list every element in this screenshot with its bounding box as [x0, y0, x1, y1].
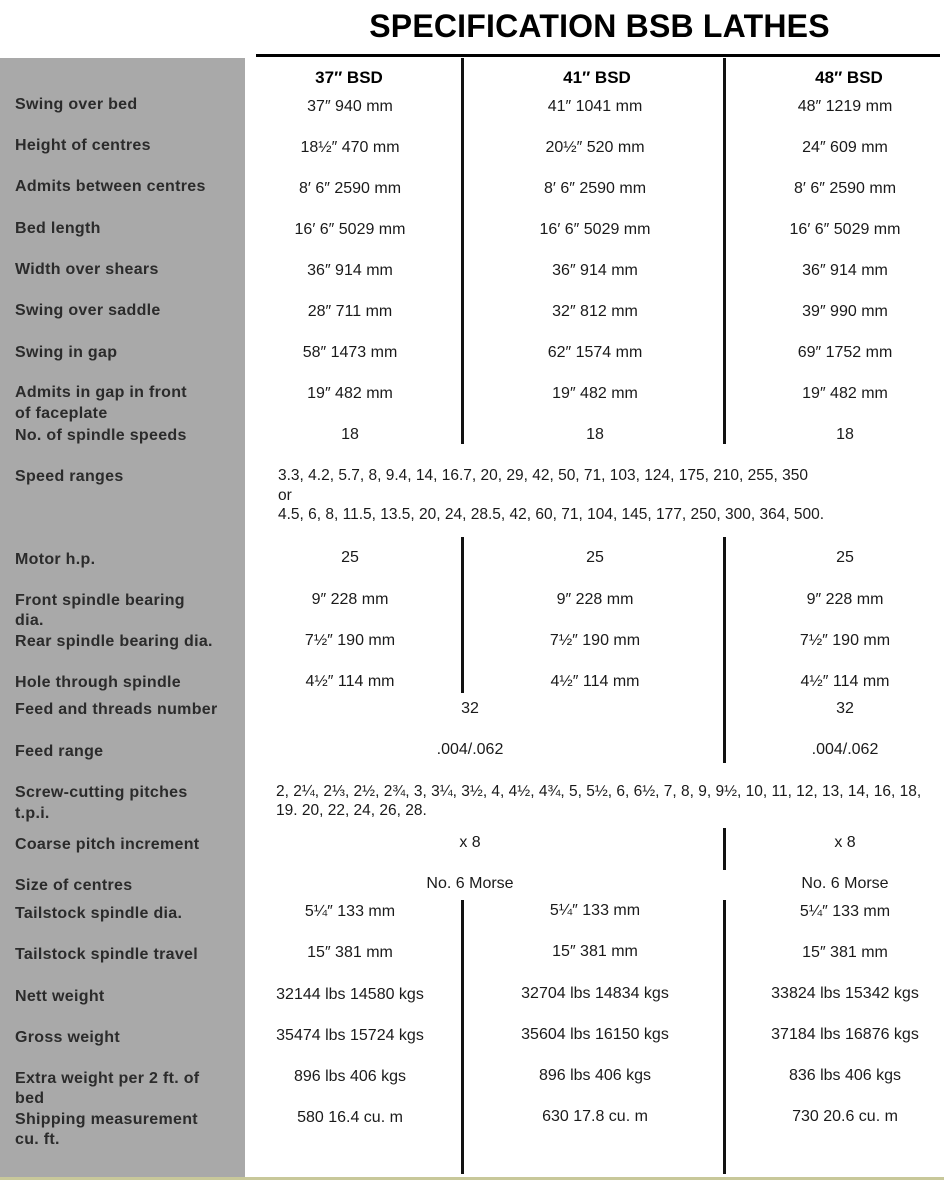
value-gross-weight-48: 37184 lbs 16876 kgs: [771, 1026, 919, 1043]
value-width-over-shears-41: 36″ 914 mm: [552, 262, 638, 279]
value-shipping-48: 730 20.6 cu. m: [792, 1108, 898, 1125]
label-tailstock-dia: Tailstock spindle dia.: [15, 905, 183, 922]
label-hole-through-spindle: Hole through spindle: [15, 674, 181, 691]
value-hole-through-spindle-37: 4½″ 114 mm: [305, 673, 395, 690]
value-nett-weight-37: 32144 lbs 14580 kgs: [276, 986, 424, 1003]
value-swing-in-gap-41: 62″ 1574 mm: [547, 344, 643, 361]
value-swing-over-bed-41: 41″ 1041 mm: [547, 98, 643, 115]
label-admits-in-gap: Admits in gap in front: [15, 384, 187, 401]
value-width-over-shears-37: 36″ 914 mm: [307, 262, 393, 279]
value-tailstock-travel-48: 15″ 381 mm: [802, 944, 888, 961]
column-divider: [723, 58, 726, 444]
value-size-of-centres-37-41: No. 6 Morse: [426, 875, 514, 892]
label-height-of-centres: Height of centres: [15, 137, 151, 154]
value-front-bearing-37: 9″ 228 mm: [311, 591, 389, 608]
label-swing-in-gap: Swing in gap: [15, 344, 118, 361]
value-feed-threads-number-37-41: 32: [461, 700, 479, 717]
value-speed-ranges-2: 4.5, 6, 8, 11.5, 13.5, 20, 24, 28.5, 42, 60, 71, 104, 145, 177, 250, 300, 364, 500.: [278, 506, 825, 523]
value-swing-over-bed-37: 37″ 940 mm: [307, 98, 393, 115]
value-tailstock-travel-37: 15″ 381 mm: [307, 944, 393, 961]
value-front-bearing-41: 9″ 228 mm: [556, 591, 634, 608]
value-shipping-37: 580 16.4 cu. m: [297, 1109, 403, 1126]
label-coarse-pitch: Coarse pitch increment: [15, 836, 200, 853]
value-tailstock-dia-37: 5¼″ 133 mm: [304, 903, 396, 920]
value-height-of-centres-41: 20½″ 520 mm: [545, 139, 645, 156]
value-coarse-pitch-37-41: x 8: [459, 834, 481, 851]
column-header-41: 41″ BSD: [563, 68, 631, 87]
label-rear-bearing: Rear spindle bearing dia.: [15, 633, 213, 650]
label-admits-in-gap-cont: of faceplate: [15, 405, 108, 422]
label-shipping-cont: cu. ft.: [15, 1131, 60, 1148]
value-nett-weight-48: 33824 lbs 15342 kgs: [771, 985, 919, 1002]
value-height-of-centres-48: 24″ 609 mm: [802, 139, 888, 156]
label-size-of-centres: Size of centres: [15, 877, 133, 894]
value-gross-weight-41: 35604 lbs 16150 kgs: [521, 1026, 669, 1043]
value-screw-cutting-1: 2, 2¼, 2⅓, 2½, 2¾, 3, 3¼, 3½, 4, 4½, 4¾, 5, 5½, 6, 6½, 7, 8, 9, 9½, 10, 11, 12, 13, 14, 16, 18,: [276, 783, 922, 800]
label-speed-ranges: Speed ranges: [15, 468, 124, 485]
value-motor-hp-48: 25: [836, 549, 854, 566]
label-front-bearing-cont: dia.: [15, 612, 44, 629]
label-admits-between-centres: Admits between centres: [15, 178, 206, 195]
label-feed-range: Feed range: [15, 743, 104, 760]
value-rear-bearing-37: 7½″ 190 mm: [304, 632, 396, 649]
label-tailstock-travel: Tailstock spindle travel: [15, 946, 198, 963]
value-swing-over-saddle-48: 39″ 990 mm: [802, 303, 888, 320]
value-admits-in-gap-41: 19″ 482 mm: [552, 385, 638, 402]
value-extra-weight-48: 836 lbs 406 kgs: [788, 1067, 902, 1084]
column-divider: [723, 828, 726, 870]
value-rear-bearing-41: 7½″ 190 mm: [549, 632, 641, 649]
value-coarse-pitch-48: x 8: [834, 834, 856, 851]
value-speed-ranges-1: 3.3, 4.2, 5.7, 8, 9.4, 14, 16.7, 20, 29, 42, 50, 71, 103, 124, 175, 210, 255, 350: [278, 467, 809, 484]
value-motor-hp-37: 25: [341, 549, 359, 566]
value-feed-range-37-41: .004/.062: [436, 741, 504, 758]
column-divider: [461, 537, 464, 693]
label-screw-cutting-cont: t.p.i.: [15, 805, 50, 822]
value-spindle-speeds-41: 18: [586, 426, 604, 443]
value-admits-in-gap-48: 19″ 482 mm: [802, 385, 888, 402]
label-spindle-speeds: No. of spindle speeds: [15, 427, 187, 444]
value-tailstock-travel-41: 15″ 381 mm: [552, 943, 638, 960]
value-tailstock-dia-48: 5¼″ 133 mm: [799, 903, 891, 920]
value-height-of-centres-37: 18½″ 470 mm: [300, 139, 400, 156]
value-swing-over-saddle-41: 32″ 812 mm: [552, 303, 638, 320]
label-feed-threads-number: Feed and threads number: [15, 701, 218, 718]
value-nett-weight-41: 32704 lbs 14834 kgs: [521, 985, 669, 1002]
label-extra-weight-cont: bed: [15, 1090, 45, 1107]
value-rear-bearing-48: 7½″ 190 mm: [799, 632, 891, 649]
label-extra-weight: Extra weight per 2 ft. of: [15, 1070, 200, 1087]
label-width-over-shears: Width over shears: [15, 261, 159, 278]
column-divider: [723, 537, 726, 763]
value-extra-weight-37: 896 lbs 406 kgs: [293, 1068, 407, 1085]
title-underline: [256, 54, 940, 57]
value-swing-in-gap-37: 58″ 1473 mm: [302, 344, 398, 361]
value-shipping-41: 630 17.8 cu. m: [542, 1108, 648, 1125]
column-header-37: 37″ BSD: [315, 68, 383, 87]
value-admits-between-centres-41: 8′ 6″ 2590 mm: [543, 180, 647, 197]
label-nett-weight: Nett weight: [15, 988, 105, 1005]
value-spindle-speeds-48: 18: [836, 426, 854, 443]
value-tailstock-dia-41: 5¼″ 133 mm: [549, 902, 641, 919]
value-swing-over-bed-48: 48″ 1219 mm: [797, 98, 893, 115]
label-screw-cutting: Screw-cutting pitches: [15, 784, 188, 801]
label-swing-over-saddle: Swing over saddle: [15, 302, 161, 319]
label-shipping: Shipping measurement: [15, 1111, 198, 1128]
value-speed-ranges-or: or: [278, 487, 292, 504]
value-feed-range-48: .004/.062: [811, 741, 879, 758]
value-bed-length-37: 16′ 6″ 5029 mm: [294, 221, 406, 238]
value-motor-hp-41: 25: [586, 549, 604, 566]
page-title: SPECIFICATION BSB LATHES: [369, 8, 830, 44]
value-hole-through-spindle-41: 4½″ 114 mm: [550, 673, 640, 690]
column-divider: [461, 900, 464, 1174]
value-width-over-shears-48: 36″ 914 mm: [802, 262, 888, 279]
value-swing-in-gap-48: 69″ 1752 mm: [797, 344, 893, 361]
value-extra-weight-41: 896 lbs 406 kgs: [538, 1067, 652, 1084]
value-gross-weight-37: 35474 lbs 15724 kgs: [276, 1027, 424, 1044]
value-screw-cutting-2: 19. 20, 22, 24, 26, 28.: [276, 802, 427, 819]
label-bed-length: Bed length: [15, 220, 101, 237]
column-divider: [723, 900, 726, 1174]
label-front-bearing: Front spindle bearing: [15, 592, 185, 609]
column-header-48: 48″ BSD: [815, 68, 883, 87]
value-swing-over-saddle-37: 28″ 711 mm: [307, 303, 393, 320]
label-swing-over-bed: Swing over bed: [15, 96, 138, 113]
value-front-bearing-48: 9″ 228 mm: [806, 591, 884, 608]
label-gross-weight: Gross weight: [15, 1029, 120, 1046]
value-bed-length-48: 16′ 6″ 5029 mm: [789, 221, 901, 238]
value-admits-in-gap-37: 19″ 482 mm: [307, 385, 393, 402]
value-size-of-centres-48: No. 6 Morse: [801, 875, 889, 892]
value-spindle-speeds-37: 18: [341, 426, 359, 443]
value-admits-between-centres-48: 8′ 6″ 2590 mm: [793, 180, 897, 197]
value-admits-between-centres-37: 8′ 6″ 2590 mm: [298, 180, 402, 197]
value-hole-through-spindle-48: 4½″ 114 mm: [800, 673, 890, 690]
label-motor-hp: Motor h.p.: [15, 551, 96, 568]
value-feed-threads-number-48: 32: [836, 700, 854, 717]
value-bed-length-41: 16′ 6″ 5029 mm: [539, 221, 651, 238]
column-divider: [461, 58, 464, 444]
